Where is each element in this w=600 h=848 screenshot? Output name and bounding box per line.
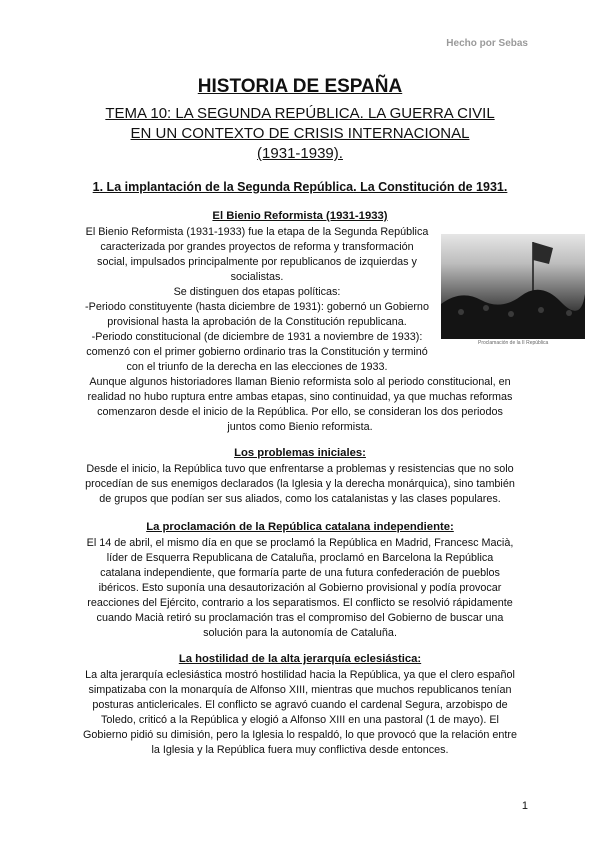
text-line: Gobierno pidió su dimisión, pero la Iglesia lo respaldó, lo que provocó que la relación entre bbox=[83, 729, 517, 741]
text-line: catalana independiente, que formaría parte de una futura confederación de pueblos bbox=[100, 567, 500, 579]
text-line: Se distinguen dos etapas políticas: bbox=[173, 286, 341, 298]
text-line: reacciones del Ejército, contrario a los separatismos. El conflicto se resolvió rápidamente bbox=[87, 597, 513, 609]
proclamacion-heading: La proclamación de la República catalana independiente: bbox=[146, 521, 454, 533]
proclamacion-paragraph bbox=[60, 536, 540, 641]
text-line: solución para la autonomía de Cataluña. bbox=[203, 627, 397, 639]
text-line: El 14 de abril, el mismo día en que se proclamó la República en Madrid, Francesc Macià, bbox=[86, 537, 514, 549]
text-line: juntos como Bienio reformista. bbox=[227, 421, 373, 433]
text-line: Desde el inicio, la República tuvo que enfrentarse a problemas y resistencias que no solo bbox=[86, 463, 514, 475]
hostilidad-paragraph bbox=[60, 668, 540, 758]
text-line: con el triunfo de la derecha en las elecciones de 1933. bbox=[126, 361, 388, 373]
section-heading: 1. La implantación de la Segunda República. La Constitución de 1931. bbox=[92, 180, 508, 194]
text-line: Aunque algunos historiadores llaman Bienio reformista solo al periodo constitucional, en bbox=[89, 376, 511, 388]
text-line: -Periodo constitucional (de diciembre de 1931 a noviembre de 1933): bbox=[91, 331, 423, 343]
bienio-heading: El Bienio Reformista (1931-1933) bbox=[212, 210, 388, 222]
text-line: simpatizaba con la monarquía de Alfonso XIII, mientras que muchos republicanos tenían bbox=[88, 684, 512, 696]
text-line: provisional hasta la aprobación de la Constitución republicana. bbox=[107, 316, 407, 328]
document-title: HISTORIA DE ESPAÑA bbox=[197, 76, 403, 97]
hostilidad-heading: La hostilidad de la alta jerarquía eclesiástica: bbox=[178, 653, 422, 665]
text-line: ibéricos. Esto suponía una desautorización al Gobierno provisional y podía provocar bbox=[98, 582, 502, 594]
text-line: procedían de sus enemigos declarados (la Iglesia y la derecha monárquica), sino también bbox=[85, 478, 515, 490]
text-line: socialistas. bbox=[230, 271, 284, 283]
subtitle-line: (1931-1939). bbox=[257, 145, 343, 162]
proclamation-photo bbox=[441, 234, 585, 339]
text-line: líder de Esquerra Republicana de Cataluña, proclamó en Barcelona la República bbox=[106, 552, 494, 564]
text-line: la Iglesia y la República fuera muy conflictiva desde entonces. bbox=[151, 744, 449, 756]
text-line: realidad no hubo ruptura entre ambas etapas, sino continuidad, ya que muchas reformas bbox=[87, 391, 513, 403]
subtitle-line: EN UN CONTEXTO DE CRISIS INTERNACIONAL bbox=[130, 125, 470, 142]
author-credit: Hecho por Sebas bbox=[446, 38, 528, 49]
page-number: 1 bbox=[521, 800, 528, 812]
text-line: caracterizada por grandes proyectos de reforma y transformación bbox=[100, 241, 414, 253]
photo-caption: Proclamación de la II República bbox=[478, 340, 549, 346]
bienio-paragraph-continued bbox=[60, 375, 540, 435]
text-line: posturas anticlericales. El conflicto se agravó cuando el cardenal Segura, arzobispo de bbox=[92, 699, 508, 711]
bienio-paragraph bbox=[76, 225, 438, 375]
text-line: de grupos que podían ser sus aliados, como los catalanistas y las clases populares. bbox=[99, 493, 501, 505]
subtitle-line: TEMA 10: LA SEGUNDA REPÚBLICA. LA GUERRA CIVIL bbox=[105, 105, 495, 122]
text-line: comenzaron desde el inicio de la República. Por ello, se consideran los dos periodos bbox=[97, 406, 503, 418]
problemas-paragraph bbox=[60, 462, 540, 507]
text-line: La alta jerarquía eclesiástica mostró hostilidad hacia la República, ya que el clero español bbox=[85, 669, 515, 681]
text-line: comenzó con el primer gobierno ordinario tras la Constitución y terminó bbox=[86, 346, 428, 358]
problemas-heading: Los problemas iniciales: bbox=[234, 447, 366, 459]
text-line: cuando Macià retiró su proclamación tras el compromiso del Gobierno de buscar una bbox=[96, 612, 504, 624]
document-subtitle bbox=[90, 104, 510, 164]
text-line: Toledo, criticó a la República y elogió a Alfonso XIII en una pastoral (1 de mayo). El bbox=[101, 714, 499, 726]
text-line: -Periodo constituyente (hasta diciembre de 1931): gobernó un Gobierno bbox=[85, 301, 429, 313]
text-line: social, impulsados principalmente por republicanos de izquierdas y bbox=[97, 256, 417, 268]
text-line: El Bienio Reformista (1931-1933) fue la etapa de la Segunda República bbox=[85, 226, 429, 238]
